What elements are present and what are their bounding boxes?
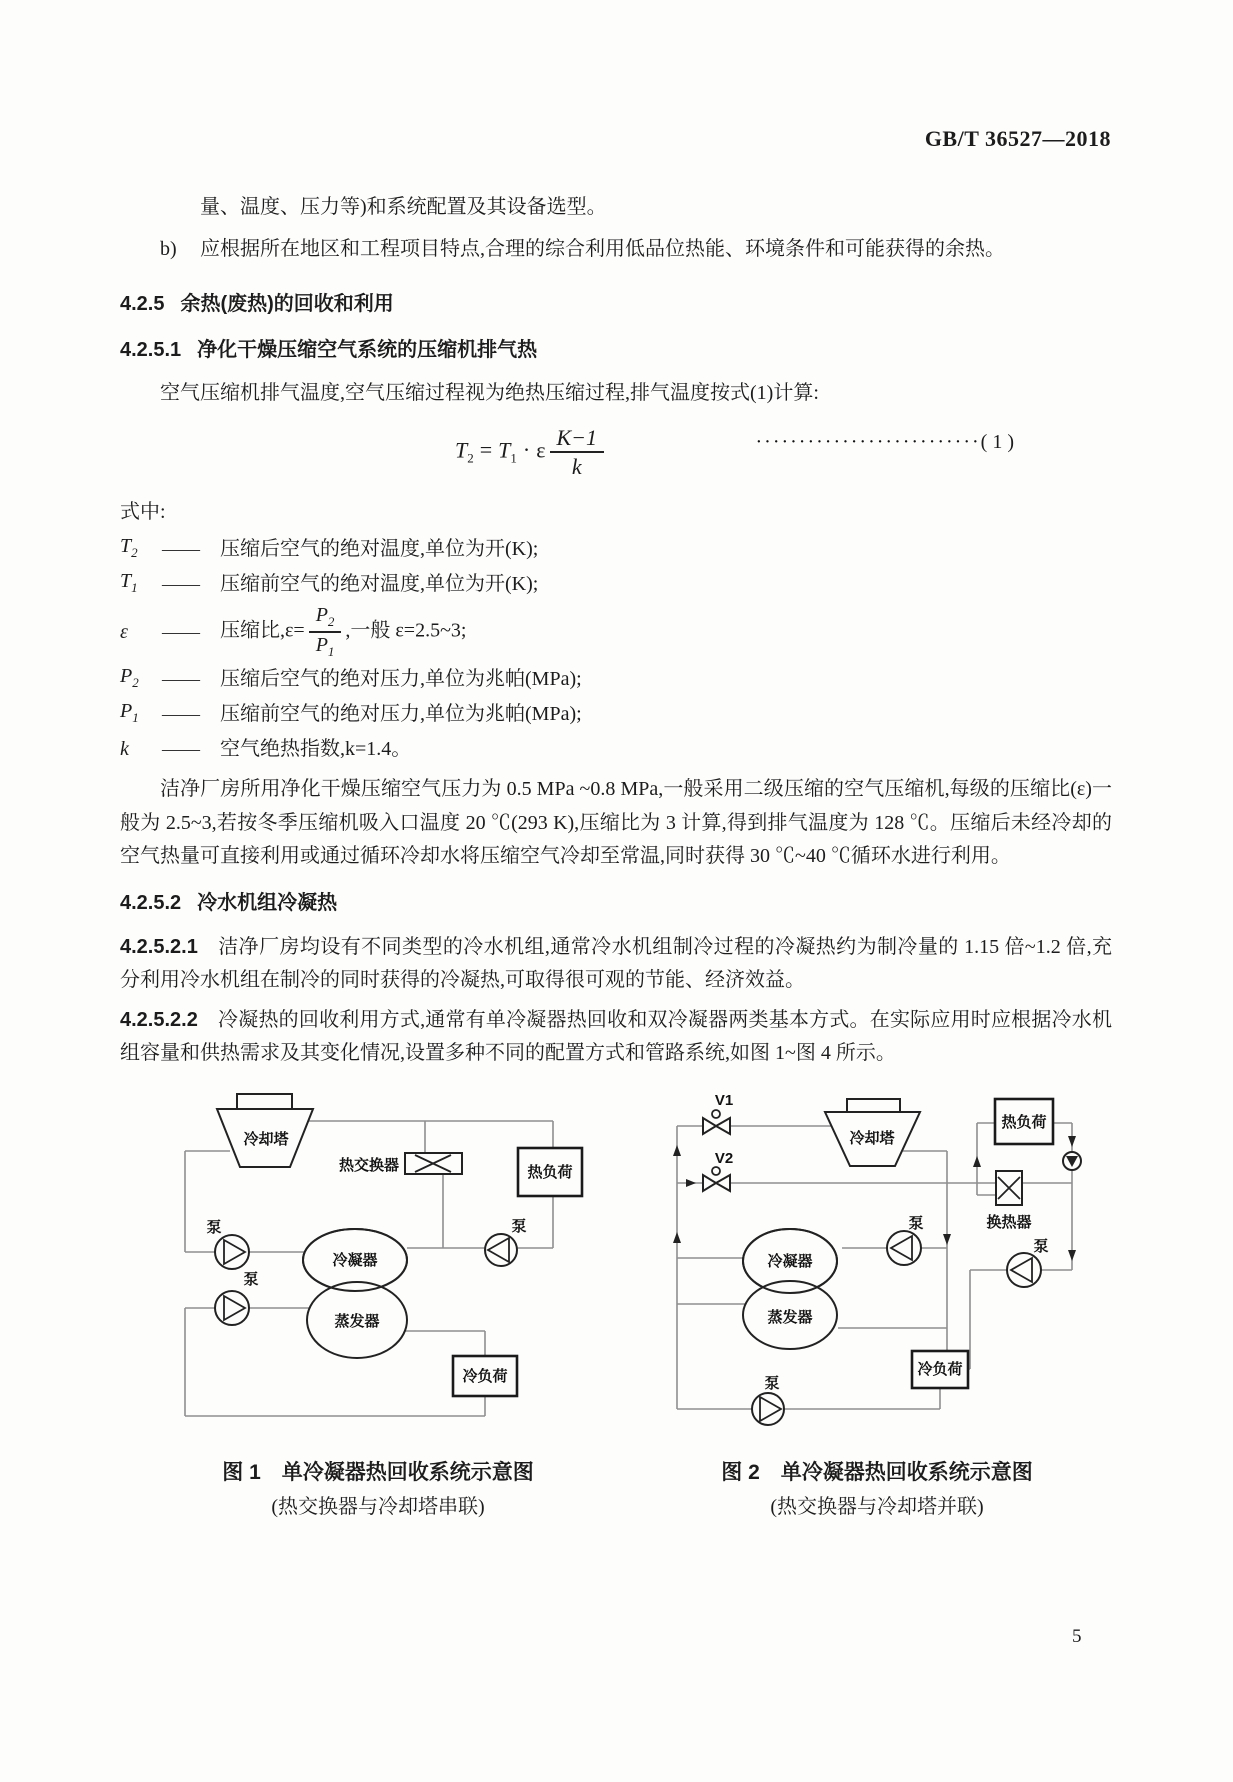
definition-row: ε —— 压缩比,ε= $\frac{P_2}{P_1}$ ,一般 ε=2.5~3; [120,604,467,659]
small-pump-icon [1063,1152,1081,1170]
paragraph-42521: 4.2.5.2.1 洁净厂房均设有不同类型的冷水机组,通常冷水机组制冷过程的冷凝热约为制冷量的 1.15 倍~1.2 倍,充分利用冷水机组在制冷的同时获得的冷凝热,可取得很可观的节能、经济效益。 [120,935,1112,991]
cooling-load-label: 冷负荷 [917,1360,963,1378]
var-epsilon: ε [536,437,546,463]
section-title: 净化干燥压缩空气系统的压缩机排气热 [197,339,538,361]
equation-body: $T_2 = T_1 \cdot \varepsilon$ $\frac{K-1}{k}$ [455,425,608,480]
section-heading-4251 [120,337,1112,364]
valve-v2 [703,1150,733,1191]
heat-exchanger [339,1153,462,1174]
heat-load [995,1099,1053,1144]
equation-1 [120,413,1112,487]
where-label: 式中: [120,501,166,523]
definition-row: $P_1$ —— 压缩前空气的绝对压力,单位为兆帕(MPa); [120,700,582,725]
carryover-line: 量、温度、压力等)和系统配置及其设备选型。 [200,196,607,218]
valve2-label: V2 [714,1149,734,1167]
pump-icon [1007,1237,1049,1287]
equation-leader [756,429,1015,456]
condenser-label: 冷凝器 [767,1252,813,1270]
heat-load-label: 热负荷 [1001,1113,1047,1131]
section-title: 余热(废热)的回收和利用 [180,293,394,315]
figure-captions [120,1459,1112,1551]
evaporator-label: 蒸发器 [334,1312,380,1330]
pump-label: 泵 [764,1374,780,1392]
cooling-tower [825,1099,920,1166]
figure1-caption [158,1459,598,1521]
definition-row: k —— 空气绝热指数,k=1.4。 [120,738,412,760]
section-heading-4252 [120,890,1112,917]
pump-label: 泵 [908,1214,924,1232]
heat-exchanger [986,1171,1031,1231]
cooling-tower-label: 冷却塔 [849,1129,895,1147]
section-number: 4.2.5.2 [120,891,182,914]
heat-load [518,1148,582,1196]
list-item-b-text: 应根据所在地区和工程项目特点,合理的综合利用低品位热能、环境条件和可能获得的余热。 [200,238,1005,260]
valve-v1 [703,1092,733,1134]
pump-icon [752,1374,784,1425]
pump-label: 泵 [206,1218,222,1236]
pressure-ratio-fraction: $\frac{P_2}{P_1}$ [309,604,342,660]
pump-icon [887,1214,924,1265]
page-number: 5 [1072,1626,1082,1647]
equation-number: ( 1 ) [980,431,1014,453]
section-number: 4.2.5 [120,293,165,315]
definition-row: $P_2$ —— 压缩后空气的绝对压力,单位为兆帕(MPa); [120,665,582,690]
figure1-caption-subtitle: (热交换器与冷却塔串联) [271,1495,485,1518]
section-number: 4.2.5.2.1 [120,935,198,958]
cooling-load [912,1351,968,1388]
heat-exchanger-label: 热交换器 [338,1156,399,1174]
var-T1: T [498,437,511,463]
pump-label: 泵 [243,1270,259,1288]
section-title: 冷水机组冷凝热 [197,891,338,914]
cooling-load [453,1356,517,1396]
pump-icon [215,1270,259,1325]
figure1-diagram [138,1081,600,1439]
valve1-label: V1 [714,1091,734,1109]
pump-icon [206,1218,249,1269]
list-item-b-label: b) [160,238,177,260]
pump-icon [485,1217,527,1266]
paragraph-compressed-air: 洁净厂房所用净化干燥压缩空气压力为 0.5 MPa ~0.8 MPa,一般采用二级压缩的空气压缩机,每级的压缩比(ε)一般为 2.5~3,若按冬季压缩机吸入口温度 20 ℃(293 K),压缩比为 3 计算,得到排气温度为 128 ℃。压缩后未经冷却的空气热量可直接利用或通过循环冷却水将压缩空气冷却至常温,同时获得 30 ℃~40 ℃循环水进行利用。 [120,778,1112,867]
cooling-tower-label: 冷却塔 [243,1130,289,1148]
figures-area [120,1081,1112,1439]
evaporator-label: 蒸发器 [767,1308,813,1326]
section-number: 4.2.5.2.2 [120,1008,198,1031]
heat-exchanger-label: 换热器 [986,1213,1032,1231]
standard-number: GB/T 36527—2018 [924,126,1111,151]
heat-load-label: 热负荷 [527,1163,573,1181]
figure2-diagram [657,1081,1119,1439]
cooling-load-label: 冷负荷 [462,1367,508,1385]
cooling-tower [217,1094,313,1167]
leader-dots: ·························· [755,431,981,453]
definition-row: $T_1$ —— 压缩前空气的绝对温度,单位为开(K); [120,570,539,595]
section-heading-425 [120,291,1112,318]
page-content [120,194,1112,1551]
paragraph-42522: 4.2.5.2.2 冷凝热的回收利用方式,通常有单冷凝器热回收和双冷凝器两类基本方式。在实际应用时应根据冷水机组容量和供热需求及其变化情况,设置多种不同的配置方式和管路系统,如图 1~图 4 所示。 [120,1008,1112,1064]
section-number: 4.2.5.1 [120,339,182,361]
formula-intro-paragraph: 空气压缩机排气温度,空气压缩过程视为绝热压缩过程,排气温度按式(1)计算: [160,382,819,404]
var-T2: T [455,437,468,463]
figure2-caption-subtitle: (热交换器与冷却塔并联) [770,1495,984,1518]
figure2-caption-title: 图 2 单冷凝器热回收系统示意图 [721,1460,1033,1484]
figure1-caption-title: 图 1 单冷凝器热回收系统示意图 [222,1460,534,1484]
list-item-b [120,236,1112,263]
pump-label: 泵 [511,1217,527,1235]
exponent-fraction: $\frac{K-1}{k}$ [550,425,605,480]
pump-label: 泵 [1033,1237,1049,1255]
condenser-label: 冷凝器 [332,1251,378,1269]
figure2-caption [657,1459,1097,1521]
definition-row: $T_2$ —— 压缩后空气的绝对温度,单位为开(K); [120,535,539,560]
symbol-definitions [120,532,1112,767]
